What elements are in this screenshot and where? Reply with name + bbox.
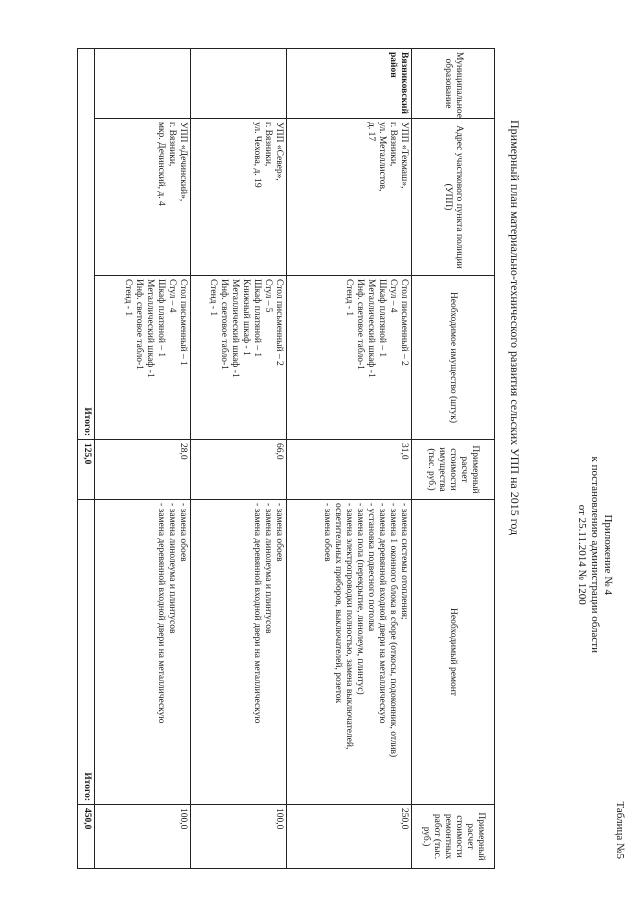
plan-table [77, 48, 495, 869]
table-row [95, 49, 191, 869]
table-header-row [412, 49, 495, 869]
cell-line: Стул – 5 [263, 279, 273, 313]
municipality-cell [191, 49, 287, 119]
cell-line: ул. Металлистов, [377, 122, 387, 192]
cell-line: - установка подвесного потолка [366, 503, 376, 632]
cell-line: УПП «Текмаш», [399, 122, 409, 189]
property-cell [191, 276, 287, 440]
property-cost-cell: 66,0 [191, 440, 287, 500]
address-cell [287, 119, 412, 276]
property-total: 125,0 [78, 440, 95, 500]
cell-line: ул. Чехова, д. 19 [252, 122, 262, 188]
annex-line: Приложение № 4 [602, 514, 614, 596]
cell-line: Шкаф платяной – 1 [377, 279, 387, 358]
repair-cost-cell: 250,0 [287, 805, 412, 869]
cell-line: - замена 1 оконного блока в сборе (откосы, подоконник, отлив) [388, 503, 398, 758]
property-cost-cell: 31,0 [287, 440, 412, 500]
cell-line: Стенд - 1 [344, 279, 354, 317]
municipality-cell: Вязниковский район [287, 49, 412, 119]
cell-line: Шкаф платяной – 1 [252, 279, 262, 358]
annex-line: от 25.11.2014 № 1200 [576, 504, 588, 605]
cell-line: - замена деревянной входной двери на металлическую [252, 503, 262, 724]
column-header: Необходимое имущество (штук) [412, 276, 495, 440]
repair-cost-cell: 100,0 [95, 805, 191, 869]
cell-line: д. 17 [366, 122, 376, 142]
cell-line: Стол письменный – 1 [178, 279, 188, 366]
cell-line: г. Вязники, [167, 122, 177, 167]
document-title: Примерный план материально-технического развития сельских УПП на 2015 год [508, 120, 522, 536]
cell-line: Инф. световое табло-1 [134, 279, 144, 370]
cell-line: - замена деревянной входной двери на металлическую [377, 503, 387, 724]
cell-line: УПП «Север», [274, 122, 284, 181]
cell-line: Шкаф платяной – 1 [156, 279, 166, 358]
address-cell [191, 119, 287, 276]
repair-cost-cell: 100,0 [191, 805, 287, 869]
column-header: Необходимый ремонт [412, 500, 495, 805]
cell-line: - замена электропроводки полностью, замена выключателей, осветительных приборов, выключателей, розеток [333, 503, 354, 750]
repairs-cell [191, 500, 287, 805]
table-number: Таблица №5 [614, 801, 626, 859]
column-header: Адрес участкового пункта полиции (УПП) [412, 119, 495, 276]
totals-row [78, 49, 95, 869]
property-cell [287, 276, 412, 440]
cell-line: Книжный шкаф - 1 [241, 279, 251, 356]
cell-line: - замена обоев [274, 503, 284, 562]
municipality-cell [95, 49, 191, 119]
cell-line: г. Вязники, [263, 122, 273, 167]
cell-line: - замена деревянной входной двери на металлическую [156, 503, 166, 724]
cell-line: - замена пола (перекрытие, линолеум, плинтус) [355, 503, 365, 695]
cell-line: Стенд - 1 [123, 279, 133, 317]
table-row [287, 49, 412, 869]
cell-line: Металлический шкаф -1 [230, 279, 240, 378]
total-label: Итого: [78, 500, 95, 805]
column-header: Муниципальное образование [412, 49, 495, 119]
cell-line: Стол письменный – 2 [274, 279, 284, 366]
column-header: Примерный расчет стоимости ремонтных работ (тыс. руб.) [412, 805, 495, 869]
cell-line: УПП «Дечинский», [178, 122, 188, 202]
column-header: Примерный расчет стоимости имущества (тыс. руб.) [412, 440, 495, 500]
cell-line: Инф. световое табло-1 [355, 279, 365, 370]
property-cost-cell: 28,0 [95, 440, 191, 500]
annex-line: к постановлению администрации области [589, 456, 601, 653]
cell-line: - замена обоев [178, 503, 188, 562]
cell-line: Металлический шкаф -1 [145, 279, 155, 378]
address-cell [95, 119, 191, 276]
table-row [191, 49, 287, 869]
cell-line: Стол письменный – 2 [399, 279, 409, 366]
cell-line: Металлический шкаф -1 [366, 279, 376, 378]
repair-total: 450,0 [78, 805, 95, 869]
cell-line: Стул – 4 [167, 279, 177, 313]
cell-line: - замена линолеума и плинтусов [263, 503, 273, 634]
cell-line: - замена линолеума и плинтусов [167, 503, 177, 634]
total-label: Итого: [78, 49, 95, 440]
cell-line: Инф. световое табло-1 [219, 279, 229, 370]
cell-line: Стенд - 1 [208, 279, 218, 317]
cell-line: Стул – 4 [388, 279, 398, 313]
annex-header [575, 457, 614, 654]
cell-line: - замена обоев [322, 503, 332, 562]
repairs-cell [95, 500, 191, 805]
cell-line: - замена системы отопления; [399, 503, 409, 620]
repairs-cell [287, 500, 412, 805]
cell-line: мкр. Дечинский, д. 4 [156, 122, 166, 206]
cell-line: г. Вязники, [388, 122, 398, 167]
property-cell [95, 276, 191, 440]
